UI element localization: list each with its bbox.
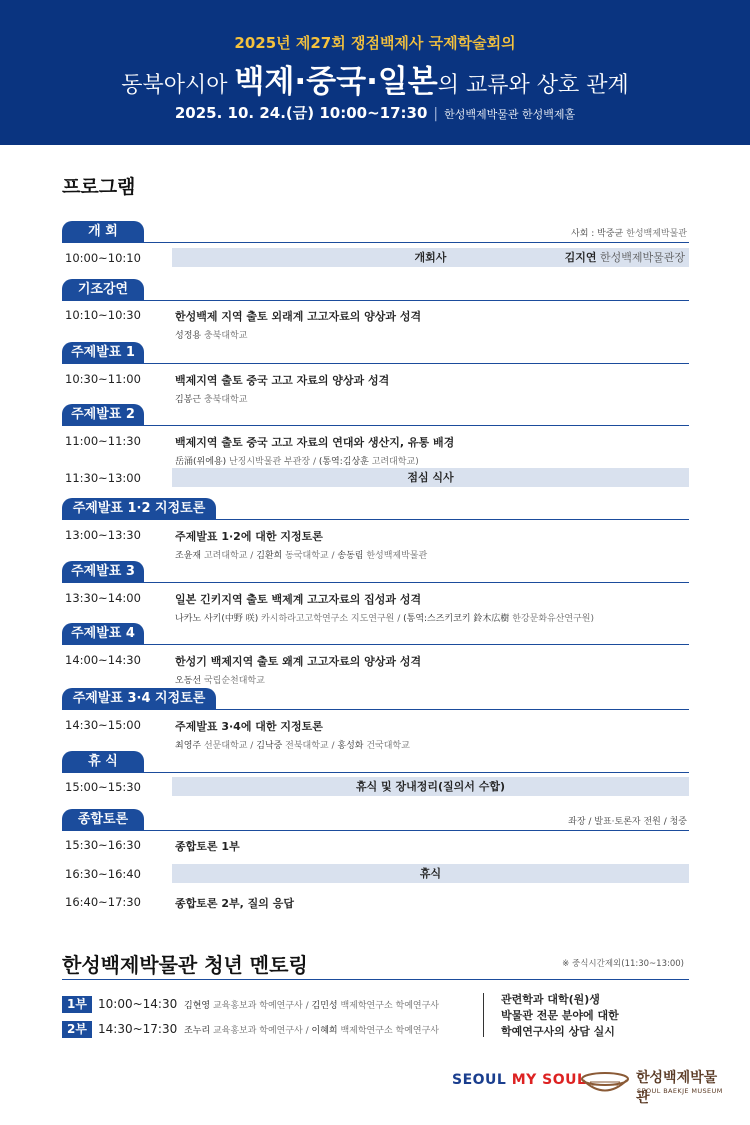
presenter-name: 성정용 bbox=[175, 331, 202, 341]
presenter-affiliation: 난징시박물관 부관장 / bbox=[226, 457, 319, 467]
desc-line: 학예연구사의 상담 실시 bbox=[501, 1025, 615, 1038]
mentor-name: 김민성 bbox=[311, 1001, 338, 1011]
section-divider bbox=[62, 519, 689, 520]
talk-presenter bbox=[175, 738, 410, 751]
title-suffix: 의 교류와 상호 관계 bbox=[437, 73, 629, 98]
session-title: 종합토론 1부 bbox=[175, 840, 240, 853]
discussant-affiliation: 동국대학교 / bbox=[282, 551, 338, 561]
date-separator: | bbox=[433, 106, 439, 122]
bar-speaker bbox=[565, 248, 685, 267]
event-title bbox=[0, 56, 750, 101]
row-content bbox=[175, 528, 427, 561]
section-tab: 주제발표 3·4 지정토론 bbox=[62, 688, 216, 710]
section-divider bbox=[62, 644, 689, 645]
part-mentors bbox=[184, 1023, 439, 1036]
event-subtitle: 2025년 제27회 쟁점백제사 국제학술회의 bbox=[234, 34, 516, 52]
row-time: 10:10~10:30 bbox=[65, 308, 141, 322]
session-title: 종합토론 2부, 질의 응답 bbox=[175, 897, 294, 910]
presenter-name: 오동선 bbox=[175, 676, 202, 686]
section-tab: 종합토론 bbox=[62, 809, 144, 831]
presenter-name: 김봉근 bbox=[175, 395, 202, 405]
row-content bbox=[175, 372, 389, 405]
talk-title: 한성백제 지역 출토 외래계 고고자료의 양상과 성격 bbox=[175, 310, 422, 323]
note-name: 박중균 bbox=[597, 229, 624, 239]
logo-text-a: SEOUL bbox=[452, 1072, 507, 1088]
title-prefix: 동북아시아 bbox=[121, 73, 235, 98]
mentoring-divider bbox=[62, 979, 689, 980]
section-note bbox=[571, 226, 687, 239]
mentor-affiliation: 교육홍보과 학예연구사 / bbox=[210, 1001, 312, 1011]
interpreter-affiliation: 고려대학교) bbox=[368, 457, 419, 467]
row-content bbox=[175, 895, 294, 911]
note-label: 사회 : bbox=[571, 229, 598, 239]
part-mentors bbox=[184, 998, 439, 1011]
discussant-affiliation: 한성백제박물관 bbox=[363, 551, 428, 561]
row-time: 14:30~15:00 bbox=[65, 718, 141, 732]
talk-title: 백제지역 출토 중국 고고 자료의 양상과 성격 bbox=[175, 374, 390, 387]
part-badge: 2부 bbox=[62, 1021, 92, 1038]
row-bar: 휴식 bbox=[172, 864, 689, 883]
mentor-name: 김현영 bbox=[184, 1001, 211, 1011]
part-time: 14:30~17:30 bbox=[98, 1022, 178, 1036]
mentoring-note: ※ 중식시간제외(11:30~13:00) bbox=[562, 959, 684, 969]
discussant-name: 홍성화 bbox=[337, 741, 364, 751]
mentoring-description bbox=[501, 992, 619, 1040]
talk-title: 한성기 백제지역 출토 왜계 고고자료의 양상과 성격 bbox=[175, 655, 422, 668]
row-content bbox=[175, 434, 454, 467]
section-tab: 개 회 bbox=[62, 221, 144, 243]
mentoring-vertical-divider bbox=[483, 993, 484, 1037]
mentor-affiliation: 백제학연구소 학예연구사 bbox=[337, 1001, 439, 1011]
discussant-name: 최영주 bbox=[175, 741, 202, 751]
presenter-affiliation: 국립순천대학교 bbox=[201, 676, 265, 686]
discussant-affiliation: 전북대학교 / bbox=[282, 741, 338, 751]
talk-presenter bbox=[175, 328, 421, 341]
discussant-affiliation: 고려대학교 / bbox=[201, 551, 257, 561]
header-banner bbox=[0, 0, 750, 145]
mentor-name: 조누리 bbox=[184, 1026, 211, 1036]
part-badge: 1부 bbox=[62, 996, 92, 1013]
desc-line: 관련학과 대학(원)생 bbox=[501, 993, 600, 1006]
row-content bbox=[175, 838, 240, 854]
section-tab: 주제발표 3 bbox=[62, 561, 144, 583]
talk-presenter bbox=[175, 611, 594, 624]
talk-presenter bbox=[175, 392, 389, 405]
row-content bbox=[175, 653, 421, 686]
row-time: 13:30~14:00 bbox=[65, 591, 141, 605]
section-divider bbox=[62, 363, 689, 364]
row-time: 10:30~11:00 bbox=[65, 372, 141, 386]
section-tab: 주제발표 2 bbox=[62, 404, 144, 426]
presenter-affiliation: 카시하라고고학연구소 지도연구원 / bbox=[258, 614, 404, 624]
row-time: 11:00~11:30 bbox=[65, 434, 141, 448]
section-divider bbox=[62, 300, 689, 301]
discussant-name: 조윤재 bbox=[175, 551, 202, 561]
speaker-name: 김지연 bbox=[564, 251, 597, 264]
row-time: 16:30~16:40 bbox=[65, 867, 141, 881]
section-tab: 주제발표 1·2 지정토론 bbox=[62, 498, 216, 520]
row-time: 10:00~10:10 bbox=[65, 251, 141, 265]
mentor-affiliation: 교육홍보과 학예연구사 / bbox=[210, 1026, 312, 1036]
discussant-affiliation: 선문대학교 / bbox=[201, 741, 257, 751]
presenter-name: 나카노 사키(中野 咲) bbox=[175, 614, 259, 624]
mentoring-title: 한성백제박물관 청년 멘토링 bbox=[62, 953, 308, 977]
row-bar: 휴식 및 장내정리(질의서 수합) bbox=[172, 777, 689, 796]
note-affiliation: 한성백제박물관 bbox=[623, 229, 687, 239]
discussant-affiliation: 건국대학교 bbox=[363, 741, 410, 751]
talk-title: 주제발표 1·2에 대한 지정토론 bbox=[175, 530, 323, 543]
museum-name-en: SEOUL BAEKJE MUSEUM bbox=[637, 1087, 723, 1095]
talk-title: 주제발표 3·4에 대한 지정토론 bbox=[175, 720, 323, 733]
speaker-affiliation: 한성백제박물관장 bbox=[596, 251, 685, 264]
museum-name: 한성백제박물관 bbox=[636, 1070, 718, 1106]
section-divider bbox=[62, 582, 689, 583]
talk-presenter bbox=[175, 454, 454, 467]
talk-title: 백제지역 출토 중국 고고 자료의 연대와 생산지, 유통 배경 bbox=[175, 436, 455, 449]
logo-text-b: MY SOUL bbox=[506, 1072, 587, 1088]
section-tab: 기조강연 bbox=[62, 279, 144, 301]
row-time: 16:40~17:30 bbox=[65, 895, 141, 909]
discussant-name: 김환희 bbox=[256, 551, 283, 561]
row-bar bbox=[172, 248, 689, 267]
event-date: 2025. 10. 24.(금) 10:00~17:30 bbox=[174, 104, 428, 122]
row-content bbox=[175, 591, 594, 624]
title-highlight: 백제·중국·일본 bbox=[234, 64, 438, 100]
section-tab: 주제발표 4 bbox=[62, 623, 144, 645]
mentor-name: 이혜희 bbox=[311, 1026, 338, 1036]
row-time: 15:00~15:30 bbox=[65, 780, 141, 794]
talk-presenter bbox=[175, 673, 421, 686]
row-time: 14:00~14:30 bbox=[65, 653, 141, 667]
talk-presenter bbox=[175, 548, 427, 561]
interpreter-name: (통역:김상훈 bbox=[318, 457, 369, 467]
row-bar: 점심 식사 bbox=[172, 468, 689, 487]
section-divider bbox=[62, 709, 689, 710]
program-title: 프로그램 bbox=[62, 176, 136, 198]
row-content bbox=[175, 308, 421, 341]
seoul-my-soul-logo bbox=[452, 1072, 586, 1088]
discussant-name: 김낙중 bbox=[256, 741, 283, 751]
desc-line: 박물관 전문 분야에 대한 bbox=[501, 1009, 619, 1022]
interpreter-affiliation: 한강문화유산연구원) bbox=[509, 614, 594, 624]
mentoring-part-1 bbox=[62, 996, 482, 1016]
discussant-name: 송동림 bbox=[337, 551, 364, 561]
presenter-affiliation: 충북대학교 bbox=[201, 395, 248, 405]
section-divider bbox=[62, 830, 689, 831]
section-divider bbox=[62, 425, 689, 426]
museum-logo bbox=[580, 1063, 730, 1106]
talk-title: 일본 긴키지역 출토 백제계 고고자료의 집성과 성격 bbox=[175, 593, 422, 606]
event-date-line bbox=[0, 102, 750, 123]
part-time: 10:00~14:30 bbox=[98, 997, 178, 1011]
bowl-icon bbox=[580, 1071, 630, 1097]
section-tab: 주제발표 1 bbox=[62, 342, 144, 364]
bar-label: 개회사 bbox=[414, 251, 447, 264]
interpreter-name: (통역:스즈키코키 鈴木広樹 bbox=[403, 614, 510, 624]
presenter-name: 岳涌(위에용) bbox=[175, 457, 227, 467]
row-time: 15:30~16:30 bbox=[65, 838, 141, 852]
presenter-affiliation: 충북대학교 bbox=[201, 331, 248, 341]
row-time: 11:30~13:00 bbox=[65, 471, 141, 485]
row-content bbox=[175, 718, 410, 751]
mentor-affiliation: 백제학연구소 학예연구사 bbox=[337, 1026, 439, 1036]
event-venue: 한성백제박물관 한성백제홀 bbox=[444, 108, 576, 121]
row-time: 13:00~13:30 bbox=[65, 528, 141, 542]
section-note: 좌장 / 발표·토론자 전원 / 청중 bbox=[568, 817, 687, 827]
section-tab: 휴 식 bbox=[62, 751, 144, 773]
section-divider bbox=[62, 772, 689, 773]
mentoring-part-2 bbox=[62, 1021, 482, 1041]
section-divider bbox=[62, 242, 689, 243]
